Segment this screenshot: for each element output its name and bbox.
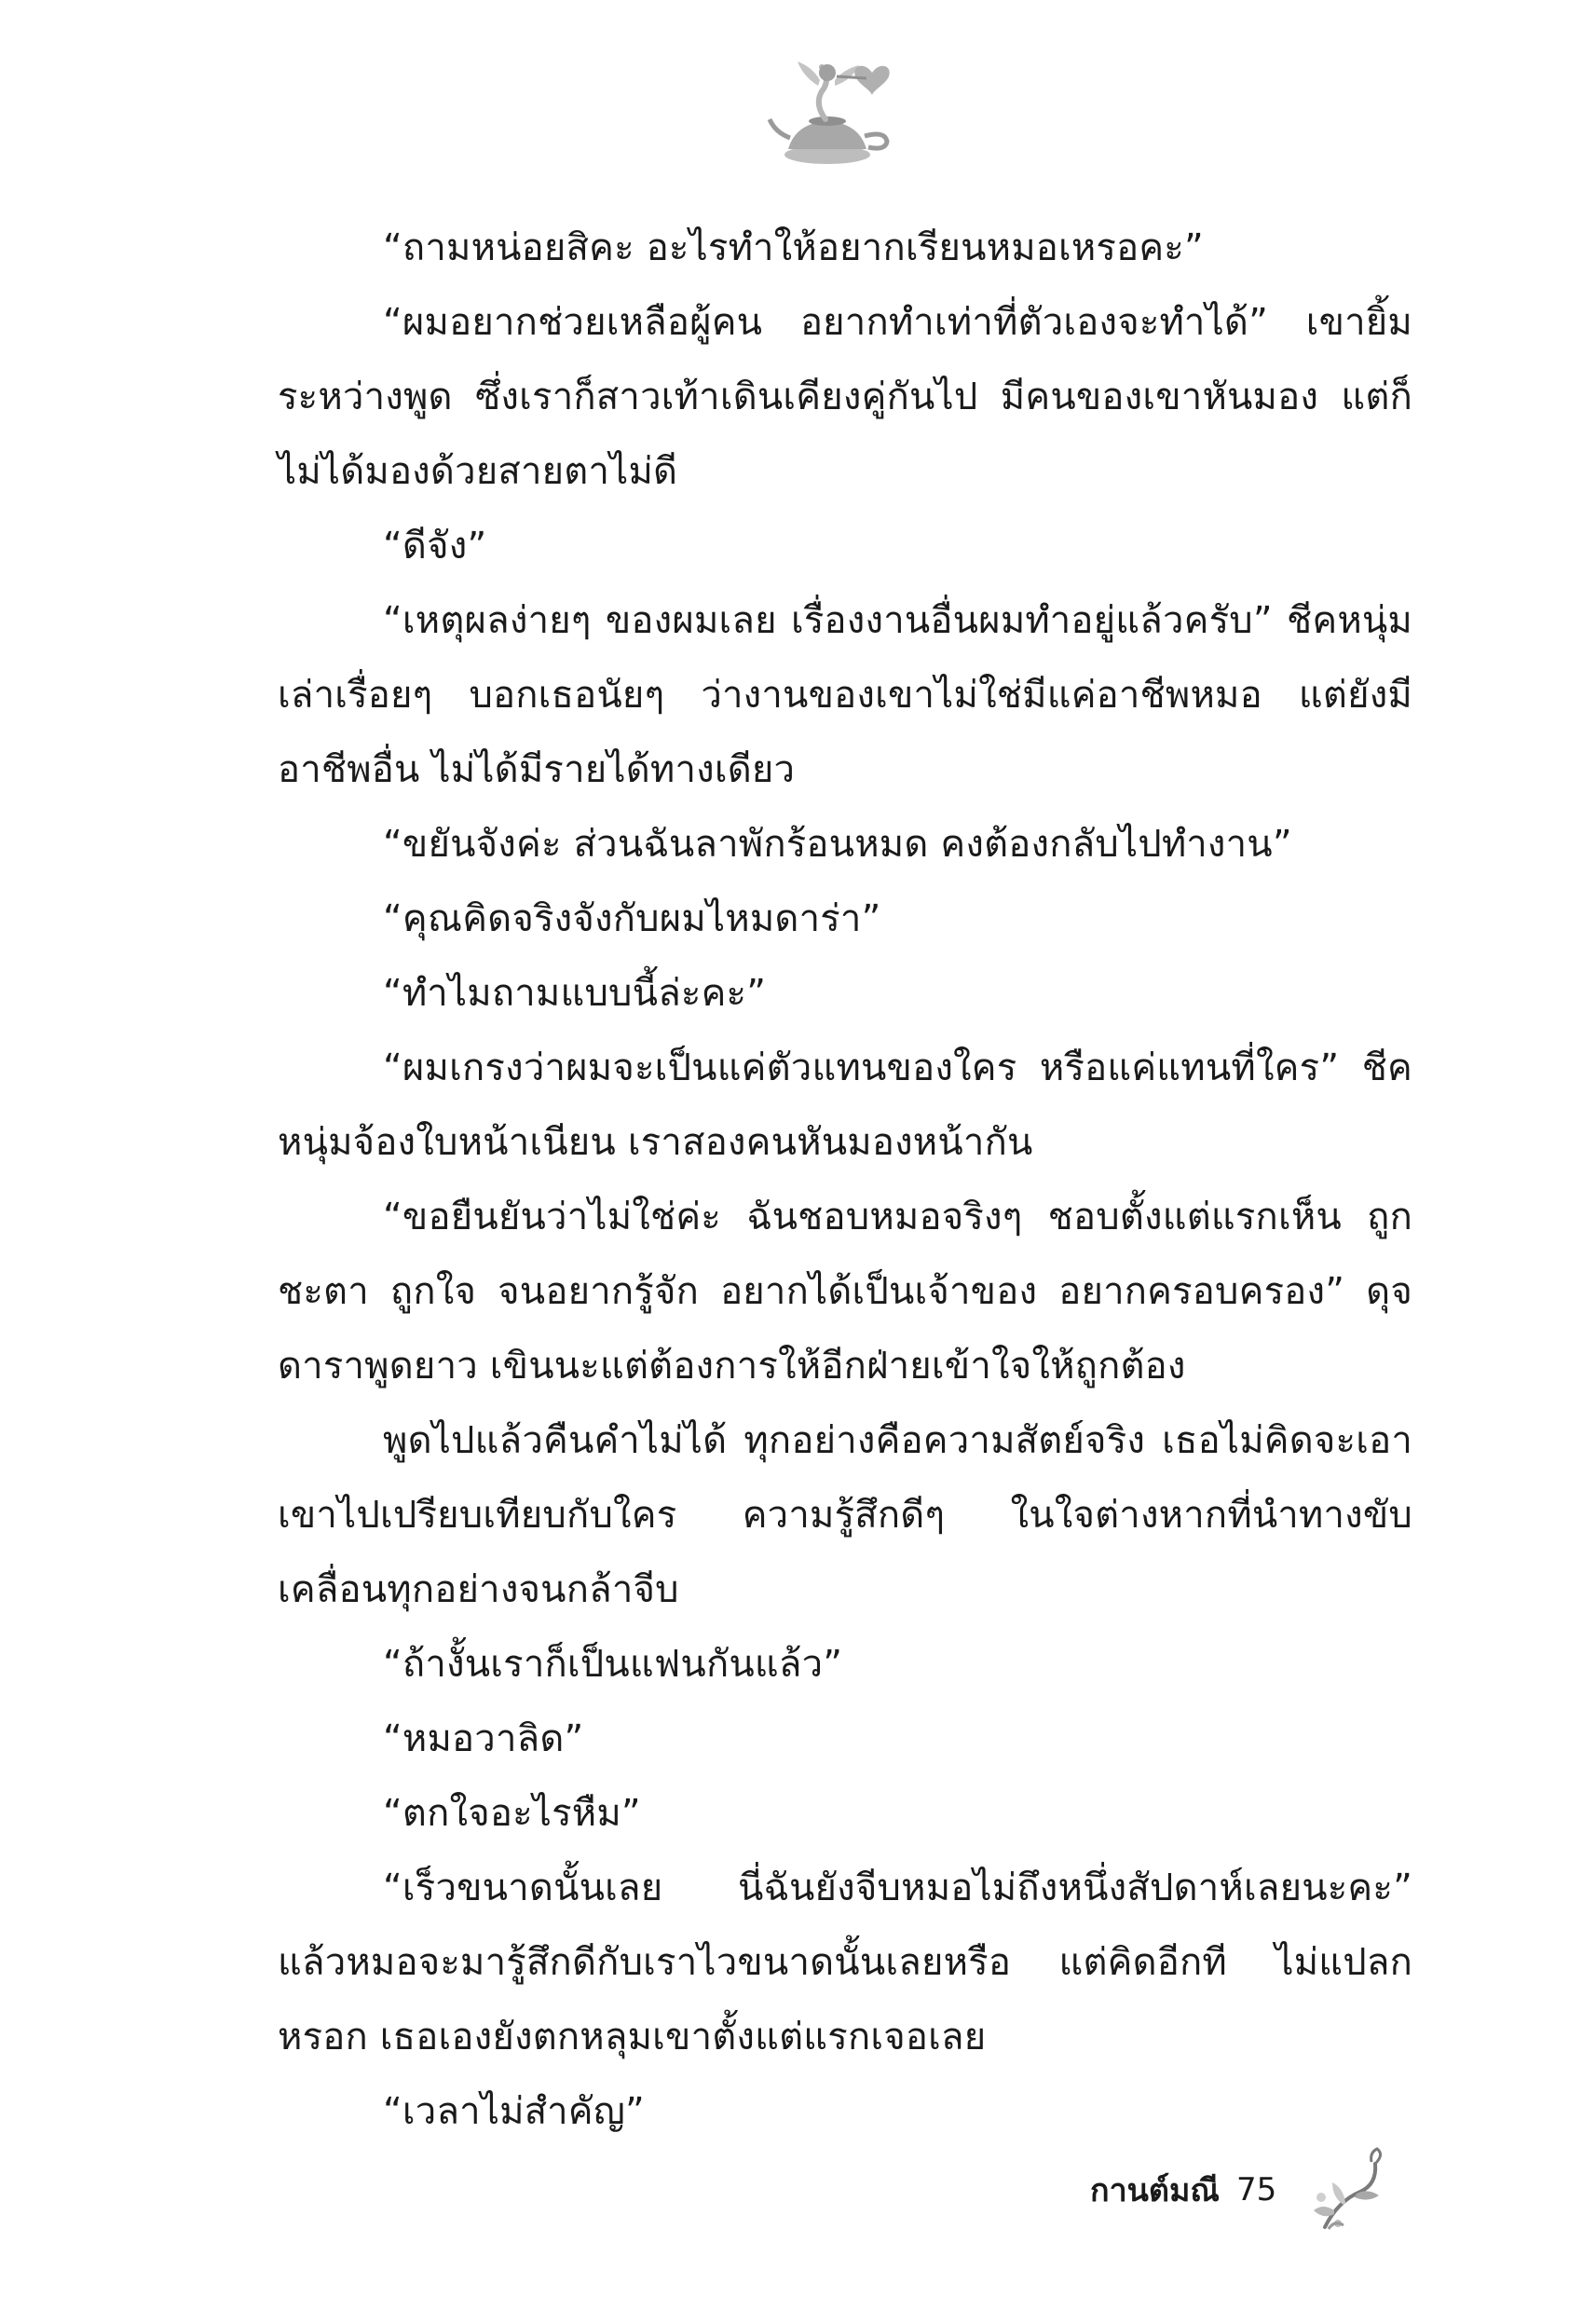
page-footer	[1090, 2153, 1390, 2227]
paragraph: “หมอวาลิด”	[383, 1717, 584, 1760]
author-name: กานต์มณี	[1090, 2172, 1220, 2209]
paragraph: “ผมเกรงว่าผมจะเป็นแค่ตัวแทนของใคร หรือแค่แทนที่ใคร” ชีคหนุ่มจ้องใบหน้าเนียน เราสองคนหันมองหน้ากัน	[278, 1046, 1412, 1164]
body-text	[278, 211, 1412, 2149]
paragraph: “ขยันจังค่ะ ส่วนฉันลาพักร้อนหมด คงต้องกลับไปทำงาน”	[383, 823, 1292, 866]
paragraph: “คุณคิดจริงจังกับผมไหมดาร่า”	[383, 897, 881, 940]
paragraph: “ผมอยากช่วยเหลือผู้คน อยากทำเท่าที่ตัวเองจะทำได้” เขายิ้มระหว่างพูด ซึ่งเราก็สาวเท้าเดินเคียงคู่กันไป มีคนของเขาหันมอง แต่ก็ไม่ได้มองด้วยสายตาไม่ดี	[278, 301, 1412, 493]
paragraph: พูดไปแล้วคืนคำไม่ได้ ทุกอย่างคือความสัตย์จริง เธอไม่คิดจะเอาเขาไปเปรียบเทียบกับใคร ความรู้สึกดีๆ ในใจต่างหากที่นำทางขับเคลื่อนทุกอย่างจนกล้าจีบ	[278, 1419, 1412, 1611]
paragraph: “ดีจัง”	[383, 525, 487, 567]
paragraph: “ถามหน่อยสิคะ อะไรทำให้อยากเรียนหมอเหรอคะ”	[383, 226, 1204, 269]
paragraph: “เหตุผลง่ายๆ ของผมเลย เรื่องงานอื่นผมทำอยู่แล้วครับ” ชีคหนุ่มเล่าเรื่อยๆ บอกเธอนัยๆ ว่างานของเขาไม่ใช่มีแค่อาชีพหมอ แต่ยังมีอาชีพอื่น ไม่ได้มีรายได้ทางเดียว	[278, 599, 1412, 791]
paragraph: “ถ้างั้นเราก็เป็นแฟนกันแล้ว”	[383, 1643, 843, 1686]
paragraph: “เร็วขนาดนั้นเลย นี่ฉันยังจีบหมอไม่ถึงหนึ่งสัปดาห์เลยนะคะ” แล้วหมอจะมารู้สึกดีกับเราไวขนาดนั้นเลยหรือ แต่คิดอีกที ไม่แปลกหรอก เธอเองยังตกหลุมเขาตั้งแต่แรกเจอเลย	[278, 1867, 1412, 2058]
paragraph: “ขอยืนยันว่าไม่ใช่ค่ะ ฉันชอบหมอจริงๆ ชอบตั้งแต่แรกเห็น ถูกชะตา ถูกใจ จนอยากรู้จัก อยากได้เป็นเจ้าของ อยากครอบครอง” ดุจดาราพูดยาว เขินนะแต่ต้องการให้อีกฝ่ายเข้าใจให้ถูกต้อง	[278, 1196, 1412, 1388]
paragraph: “ทำไมถามแบบนี้ล่ะคะ”	[383, 972, 767, 1015]
paragraph: “ตกใจอะไรหืม”	[383, 1792, 641, 1835]
cupid-teapot-ornament-icon	[762, 45, 902, 175]
page-number: 75	[1235, 2171, 1277, 2208]
floral-ornament-icon	[1306, 2145, 1390, 2235]
paragraph: “เวลาไม่สำคัญ”	[383, 2090, 645, 2133]
